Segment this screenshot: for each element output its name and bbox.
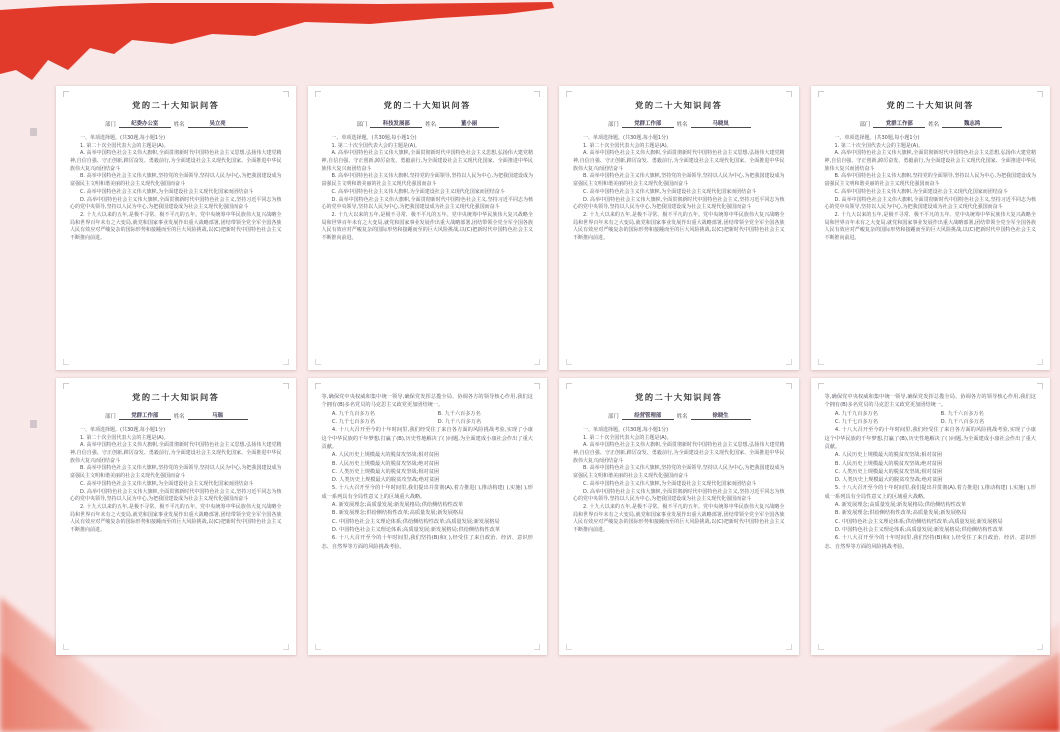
name-value-handwritten: 徐晓生 xyxy=(691,411,751,420)
crop-mark xyxy=(315,383,321,389)
option-left: A. 九千九百多万名 xyxy=(331,410,375,417)
quiz-paragraph: C. 人类历史上规模最大的脱贫攻坚战;相对贫困 xyxy=(834,468,943,475)
name-label: 姓名 xyxy=(676,122,688,128)
dept-label: 部门 xyxy=(104,122,116,128)
name-label: 姓名 xyxy=(173,122,185,128)
dept-value-handwritten: 经营管理部 xyxy=(622,411,674,420)
quiz-paragraph: D. 高举中国特色社会主义伟大旗帜,全面贯彻新时代中国特色社会主义,坚持习近平同志为核心的党中央领导,坚持以人民为中心,为把我国建设成为社会主义现代化强国而奋斗 xyxy=(321,196,533,211)
quiz-paragraph: 2. 十九大以来的五年,是极不寻常、极不平凡的五年。党中央统筹中华民族伟大复兴战略全局和世界百年未有之大变局,就党和国家事业发展作出重大战略部署,团结带领全党全军全国各族人民有效应对严峻复杂的国际形势和接踵而至的巨大风险挑战,以(C)把新时代中国特色社会主义不断推向前进。 xyxy=(573,503,785,533)
option-right: B. 九千六百多万名 xyxy=(437,410,481,417)
quiz-title: 党的二十大知识问答 xyxy=(132,100,220,110)
name-value-handwritten: 马瑞 xyxy=(188,411,248,420)
quiz-paragraph: 6. 十八大召开至今的十年时间里,我们坚持(B)和( ),经受住了来自政治、经济、意识形态、自然界等方面的风险挑战考验。 xyxy=(321,535,533,550)
quiz-paragraph: 1. 第二十次全国代表大会的主题是(A)。 xyxy=(583,434,672,441)
photo-artifact-mark xyxy=(30,128,37,136)
crop-mark xyxy=(63,383,69,389)
crop-mark xyxy=(566,383,572,389)
option-left: C. 九千七百多万名 xyxy=(834,418,879,425)
dept-label: 部门 xyxy=(356,122,368,128)
quiz-paragraph: 2. 十九大以来的五年,是极不寻常、极不平凡的五年。党中央统筹中华民族伟大复兴战略全局和世界百年未有之大变局,就党和国家事业发展作出重大战略部署,团结带领全党全军全国各族人民有效应对严峻复杂的国际形势和接踵而至的巨大风险挑战,以(C)把新时代中国特色社会主义不断推向前进。 xyxy=(824,211,1036,241)
quiz-paragraph: B. 高举中国特色社会主义伟大旗帜,坚持党的全面领导,坚持以人民为中心,为把我国建设成为富强民主文明和谐美丽的社会主义现代化强国而奋斗 xyxy=(70,173,282,188)
quiz-paragraph: A. 高举中国特色社会主义伟大旗帜,全面贯彻新时代中国特色社会主义思想,弘扬伟大建党精神,自信自强、守正创新,踔厉奋发、勇毅前行,为全面建设社会主义现代化国家、全面推进中华民族伟大复兴而团结奋斗 xyxy=(321,150,533,172)
crop-mark xyxy=(566,644,572,650)
quiz-paragraph: 2. 十九大以来的五年,是极不寻常、极不平凡的五年。党中央统筹中华民族伟大复兴战略全局和世界百年未有之大变局,就党和国家事业发展作出重大战略部署,团结带领全党全军全国各族人民有效应对严峻复杂的国际形势和接踵而至的巨大风险挑战,以(C)把新时代中国特色社会主义不断推向前进。 xyxy=(321,211,533,241)
quiz-paragraph: 等,确保党中央权威和集中统一领导,确保党发挥总揽全局、协调各方的领导核心作用,我们这个拥有(B)多名党员的马克思主义政党更加团结统一。 xyxy=(824,394,1036,409)
quiz-title: 党的二十大知识问答 xyxy=(635,100,723,110)
crop-mark xyxy=(1037,359,1043,365)
name-value-handwritten: 马晓岚 xyxy=(691,119,751,128)
option-right: D. 九千八百多万名 xyxy=(437,418,482,425)
name-value-handwritten: 吴立亮 xyxy=(188,119,248,128)
quiz-body xyxy=(825,135,1037,243)
quiz-paragraph: A. 人民历史上规模最大的脱贫攻坚战;相对贫困 xyxy=(834,452,942,459)
quiz-sheet-8 xyxy=(811,378,1051,655)
crop-mark xyxy=(283,91,289,97)
quiz-sheet-5 xyxy=(56,378,296,655)
quiz-paragraph: 1. 第二十次全国代表大会的主题是(A)。 xyxy=(331,142,421,149)
quiz-paragraph: C. 中国特色社会主义理论体系;供给侧结构性改革;高质量发展;新发展格局 xyxy=(834,518,1003,525)
quiz-sheet-7 xyxy=(559,378,799,655)
crop-mark xyxy=(566,91,572,97)
quiz-body xyxy=(70,427,282,535)
quiz-paragraph: C. 人类历史上规模最大的脱贫攻坚战;相对贫困 xyxy=(331,468,440,475)
quiz-paragraph: D. 高举中国特色社会主义伟大旗帜,全面贯彻新时代中国特色社会主义,坚持习近平同志为核心的党中央领导,坚持以人民为中心,为把我国建设成为社会主义现代化强国而奋斗 xyxy=(573,488,785,503)
quiz-paragraph: 一、单项选择题。(共30题,每小题1分) xyxy=(583,427,669,433)
quiz-paragraph: C. 中国特色社会主义理论体系;供给侧结构性改革;高质量发展;新发展格局 xyxy=(331,518,500,525)
quiz-paragraph: A. 高举中国特色社会主义伟大旗帜,全面贯彻新时代中国特色社会主义思想,弘扬伟大建党精神,自信自强、守正创新,踔厉奋发、勇毅前行,为全面建设社会主义现代化国家、全面推进中华民族伟大复兴而团结奋斗 xyxy=(824,150,1036,172)
crop-mark xyxy=(63,644,69,650)
crop-mark xyxy=(818,383,824,389)
quiz-body xyxy=(70,135,282,243)
quiz-paragraph: 2. 十九大以来的五年,是极不寻常、极不平凡的五年。党中央统筹中华民族伟大复兴战略全局和世界百年未有之大变局,就党和国家事业发展作出重大战略部署,团结带领全党全军全国各族人民有效应对严峻复杂的国际形势和接踵而至的巨大风险挑战,以(C)把新时代中国特色社会主义不断推向前进。 xyxy=(70,211,282,241)
quiz-paragraph: 一、单项选择题。(共30题,每小题1分) xyxy=(331,135,417,141)
quiz-paragraph: 2. 十九大以来的五年,是极不寻常、极不平凡的五年。党中央统筹中华民族伟大复兴战略全局和世界百年未有之大变局,就党和国家事业发展作出重大战略部署,团结带领全党全军全国各族人民有效应对严峻复杂的国际形势和接踵而至的巨大风险挑战,以(C)把新时代中国特色社会主义不断推向前进。 xyxy=(573,211,785,241)
crop-mark xyxy=(786,359,792,365)
quiz-paragraph: D. 高举中国特色社会主义伟大旗帜,全面贯彻新时代中国特色社会主义,坚持习近平同志为核心的党中央领导,坚持以人民为中心,为把我国建设成为社会主义现代化强国而奋斗 xyxy=(824,196,1036,211)
dept-value-handwritten: 党群工作部 xyxy=(119,411,171,420)
dept-value-handwritten: 科技发展部 xyxy=(370,119,422,128)
option-row xyxy=(825,410,1037,418)
option-left: C. 九千七百多万名 xyxy=(331,418,376,425)
crop-mark xyxy=(315,644,321,650)
quiz-paragraph: 1. 第二十次全国代表大会的主题是(A)。 xyxy=(80,142,169,149)
quiz-paragraph: 4. 十八大召开至今的十年时间里,我们经受住了来自各方面的风险挑战考验,实现了小康这个中华民族的千年梦想,打赢了(B),历史性地解决了( )问题,为全面建成小康社会作出了重大贡献。 xyxy=(824,427,1036,450)
crop-mark xyxy=(283,383,289,389)
dept-value-handwritten: 纪委办公室 xyxy=(119,119,171,128)
name-value-handwritten: 董小丽 xyxy=(439,119,499,128)
quiz-paragraph: D. 高举中国特色社会主义伟大旗帜,全面贯彻新时代中国特色社会主义,坚持习近平同志为核心的党中央领导,坚持以人民为中心,为把我国建设成为社会主义现代化强国而奋斗 xyxy=(70,488,282,503)
crop-mark xyxy=(786,383,792,389)
quiz-body xyxy=(573,427,785,535)
quiz-paragraph: 6. 十八大召开至今的十年时间里,我们坚持(B)和( ),经受住了来自政治、经济、意识形态、自然界等方面的风险挑战考验。 xyxy=(824,535,1036,550)
dept-value-handwritten: 党群工作部 xyxy=(873,119,925,128)
crop-mark xyxy=(1037,91,1043,97)
quiz-paragraph: A. 高举中国特色社会主义伟大旗帜,全面贯彻新时代中国特色社会主义思想,弘扬伟大建党精神,自信自强、守正创新,踔厉奋发、勇毅前行,为全面建设社会主义现代化国家、全面推进中华民族伟大复兴而团结奋斗 xyxy=(70,150,282,172)
quiz-meta-line xyxy=(573,411,785,420)
quiz-paragraph: 等,确保党中央权威和集中统一领导,确保党发挥总揽全局、协调各方的领导核心作用,我们这个拥有(B)多名党员的马克思主义政党更加团结统一。 xyxy=(321,394,533,409)
quiz-paragraph: D. 人类历史上规模最大的脱贫攻坚战;绝对贫困 xyxy=(834,477,943,484)
name-label: 姓名 xyxy=(425,122,437,128)
quiz-paragraph: B. 高举中国特色社会主义伟大旗帜,坚持党的全面领导,坚持以人民为中心,为把我国建设成为富强民主文明和谐美丽的社会主义现代化强国而奋斗 xyxy=(573,173,785,188)
quiz-paragraph: 5. 十八大召开至今的十年时间里,我们提出并贯彻(A),着力推进( ),推动构建( ),实施( ),形成一系列具有全局性意义上的区域重大战略。 xyxy=(824,485,1036,500)
quiz-paragraph: A. 高举中国特色社会主义伟大旗帜,全面贯彻新时代中国特色社会主义思想,弘扬伟大建党精神,自信自强、守正创新,踔厉奋发、勇毅前行,为全面建设社会主义现代化国家、全面推进中华民族伟大复兴而团结奋斗 xyxy=(573,442,785,464)
quiz-paragraph: 1. 第二十次全国代表大会的主题是(A)。 xyxy=(80,434,169,441)
quiz-paragraph: C. 高举中国特色社会主义伟大旗帜,为全面建设社会主义现代化国家而团结奋斗 xyxy=(834,188,1008,195)
option-left: A. 九千九百多万名 xyxy=(834,410,878,417)
crop-mark xyxy=(534,644,540,650)
crop-mark xyxy=(63,91,69,97)
quiz-paragraph: 一、单项选择题。(共30题,每小题1分) xyxy=(80,427,166,433)
quiz-title: 党的二十大知识问答 xyxy=(886,100,974,110)
quiz-paragraph: D. 高举中国特色社会主义伟大旗帜,全面贯彻新时代中国特色社会主义,坚持习近平同志为核心的党中央领导,坚持以人民为中心,为把我国建设成为社会主义现代化强国而奋斗 xyxy=(573,196,785,211)
crop-mark xyxy=(315,91,321,97)
quiz-paragraph: 1. 第二十次全国代表大会的主题是(A)。 xyxy=(834,142,924,149)
quiz-paragraph: 5. 十八大召开至今的十年时间里,我们提出并贯彻(A),着力推进( ),推动构建( ),实施( ),形成一系列具有全局性意义上的区域重大战略。 xyxy=(321,485,533,500)
quiz-title: 党的二十大知识问答 xyxy=(132,392,220,402)
quiz-paragraph: C. 高举中国特色社会主义伟大旗帜,为全面建设社会主义现代化国家而团结奋斗 xyxy=(331,188,505,195)
quiz-paragraph: C. 高举中国特色社会主义伟大旗帜,为全面建设社会主义现代化国家而团结奋斗 xyxy=(80,480,254,487)
option-row xyxy=(825,418,1037,426)
quiz-sheet-2 xyxy=(308,86,548,370)
crop-mark xyxy=(315,359,321,365)
crop-mark xyxy=(1037,383,1043,389)
quiz-paragraph: C. 高举中国特色社会主义伟大旗帜,为全面建设社会主义现代化国家而团结奋斗 xyxy=(583,480,757,487)
quiz-meta-line xyxy=(573,119,785,128)
quiz-paragraph: B. 高举中国特色社会主义伟大旗帜,坚持党的全面领导,坚持以人民为中心,为把我国建设成为富强民主文明和谐美丽的社会主义现代化强国而奋斗 xyxy=(70,465,282,480)
quiz-body xyxy=(322,393,534,551)
quiz-paragraph: B. 高举中国特色社会主义伟大旗帜,坚持党的全面领导,坚持以人民为中心,为把我国建设成为富强民主文明和谐美丽的社会主义现代化强国而奋斗 xyxy=(321,173,533,188)
quiz-paragraph: B. 高举中国特色社会主义伟大旗帜,坚持党的全面领导,坚持以人民为中心,为把我国建设成为富强民主文明和谐美丽的社会主义现代化强国而奋斗 xyxy=(824,173,1036,188)
quiz-paragraph: D. 人类历史上规模最大的脱贫攻坚战;绝对贫困 xyxy=(331,477,440,484)
quiz-paragraph: C. 高举中国特色社会主义伟大旗帜,为全面建设社会主义现代化国家而团结奋斗 xyxy=(80,188,254,195)
quiz-paragraph: A. 人民历史上规模最大的脱贫攻坚战;相对贫困 xyxy=(331,452,439,459)
option-right: B. 九千六百多万名 xyxy=(940,410,984,417)
quiz-paragraph: B. 高举中国特色社会主义伟大旗帜,坚持党的全面领导,坚持以人民为中心,为把我国建设成为富强民主文明和谐美丽的社会主义现代化强国而奋斗 xyxy=(573,465,785,480)
name-label: 姓名 xyxy=(173,414,185,420)
quiz-title: 党的二十大知识问答 xyxy=(635,392,723,402)
quiz-paragraph: C. 高举中国特色社会主义伟大旗帜,为全面建设社会主义现代化国家而团结奋斗 xyxy=(583,188,757,195)
quiz-paragraph: B. 新发展理念;供给侧结构性改革;高质量发展;新发展格局 xyxy=(331,510,464,517)
quiz-meta-line xyxy=(70,119,282,128)
quiz-paragraph: B. 新发展理念;供给侧结构性改革;高质量发展;新发展格局 xyxy=(834,510,967,517)
crop-mark xyxy=(63,359,69,365)
quiz-sheet-1 xyxy=(56,86,296,370)
crop-mark xyxy=(786,91,792,97)
name-label: 姓名 xyxy=(928,122,940,128)
quiz-paragraph: 1. 第二十次全国代表大会的主题是(A)。 xyxy=(583,142,672,149)
option-row xyxy=(322,410,534,418)
crop-mark xyxy=(534,91,540,97)
dept-label: 部门 xyxy=(607,122,619,128)
quiz-body xyxy=(322,135,534,243)
quiz-paragraph: 一、单项选择题。(共30题,每小题1分) xyxy=(583,135,669,141)
name-value-handwritten: 魏志鸿 xyxy=(942,119,1002,128)
quiz-paragraph: D. 中国特色社会主义理论体系;高质量发展;新发展格局;供给侧结构性改革 xyxy=(331,527,501,533)
dept-label: 部门 xyxy=(607,414,619,420)
crop-mark xyxy=(534,359,540,365)
quiz-sheet-4 xyxy=(811,86,1051,370)
quiz-paragraph: A. 新发展理念;高质量发展;新发展格局;供给侧结构性改革 xyxy=(834,502,967,509)
crop-mark xyxy=(283,644,289,650)
pages-grid xyxy=(56,86,1050,655)
quiz-paragraph: D. 高举中国特色社会主义伟大旗帜,全面贯彻新时代中国特色社会主义,坚持习近平同志为核心的党中央领导,坚持以人民为中心,为把我国建设成为社会主义现代化强国而奋斗 xyxy=(70,196,282,211)
quiz-title: 党的二十大知识问答 xyxy=(383,100,471,110)
quiz-body xyxy=(573,135,785,243)
quiz-body xyxy=(825,393,1037,551)
quiz-paragraph: A. 新发展理念;高质量发展;新发展格局;供给侧结构性改革 xyxy=(331,502,464,509)
quiz-meta-line xyxy=(322,119,534,128)
quiz-paragraph: B. 人民历史上规模最大的脱贫攻坚战;绝对贫困 xyxy=(834,460,943,467)
quiz-paragraph: 一、单项选择题。(共30题,每小题1分) xyxy=(834,135,920,141)
photo-artifact-mark xyxy=(30,420,37,428)
crop-mark xyxy=(818,359,824,365)
quiz-meta-line xyxy=(70,411,282,420)
crop-mark xyxy=(534,383,540,389)
quiz-sheet-6 xyxy=(308,378,548,655)
quiz-paragraph: A. 高举中国特色社会主义伟大旗帜,全面贯彻新时代中国特色社会主义思想,弘扬伟大建党精神,自信自强、守正创新,踔厉奋发、勇毅前行,为全面建设社会主义现代化国家、全面推进中华民族伟大复兴而团结奋斗 xyxy=(573,150,785,172)
crop-mark xyxy=(566,359,572,365)
quiz-paragraph: B. 人民历史上规模最大的脱贫攻坚战;绝对贫困 xyxy=(331,460,440,467)
dept-label: 部门 xyxy=(104,414,116,420)
option-right: D. 九千八百多万名 xyxy=(940,418,985,425)
dept-value-handwritten: 党群工作部 xyxy=(622,119,674,128)
dept-label: 部门 xyxy=(859,122,871,128)
crop-mark xyxy=(818,91,824,97)
crop-mark xyxy=(818,644,824,650)
quiz-paragraph: 4. 十八大召开至今的十年时间里,我们经受住了来自各方面的风险挑战考验,实现了小康这个中华民族的千年梦想,打赢了(B),历史性地解决了( )问题,为全面建成小康社会作出了重大贡献。 xyxy=(321,427,533,450)
name-label: 姓名 xyxy=(676,414,688,420)
quiz-paragraph: A. 高举中国特色社会主义伟大旗帜,全面贯彻新时代中国特色社会主义思想,弘扬伟大建党精神,自信自强、守正创新,踔厉奋发、勇毅前行,为全面建设社会主义现代化国家、全面推进中华民族伟大复兴而团结奋斗 xyxy=(70,442,282,464)
quiz-sheet-3 xyxy=(559,86,799,370)
option-row xyxy=(322,418,534,426)
crop-mark xyxy=(786,644,792,650)
crop-mark xyxy=(1037,644,1043,650)
quiz-paragraph: D. 中国特色社会主义理论体系;高质量发展;新发展格局;供给侧结构性改革 xyxy=(834,527,1004,533)
quiz-paragraph: 一、单项选择题。(共30题,每小题1分) xyxy=(80,135,166,141)
crop-mark xyxy=(283,359,289,365)
quiz-paragraph: 2. 十九大以来的五年,是极不寻常、极不平凡的五年。党中央统筹中华民族伟大复兴战略全局和世界百年未有之大变局,就党和国家事业发展作出重大战略部署,团结带领全党全军全国各族人民有效应对严峻复杂的国际形势和接踵而至的巨大风险挑战,以(C)把新时代中国特色社会主义不断推向前进。 xyxy=(70,503,282,533)
quiz-meta-line xyxy=(825,119,1037,128)
